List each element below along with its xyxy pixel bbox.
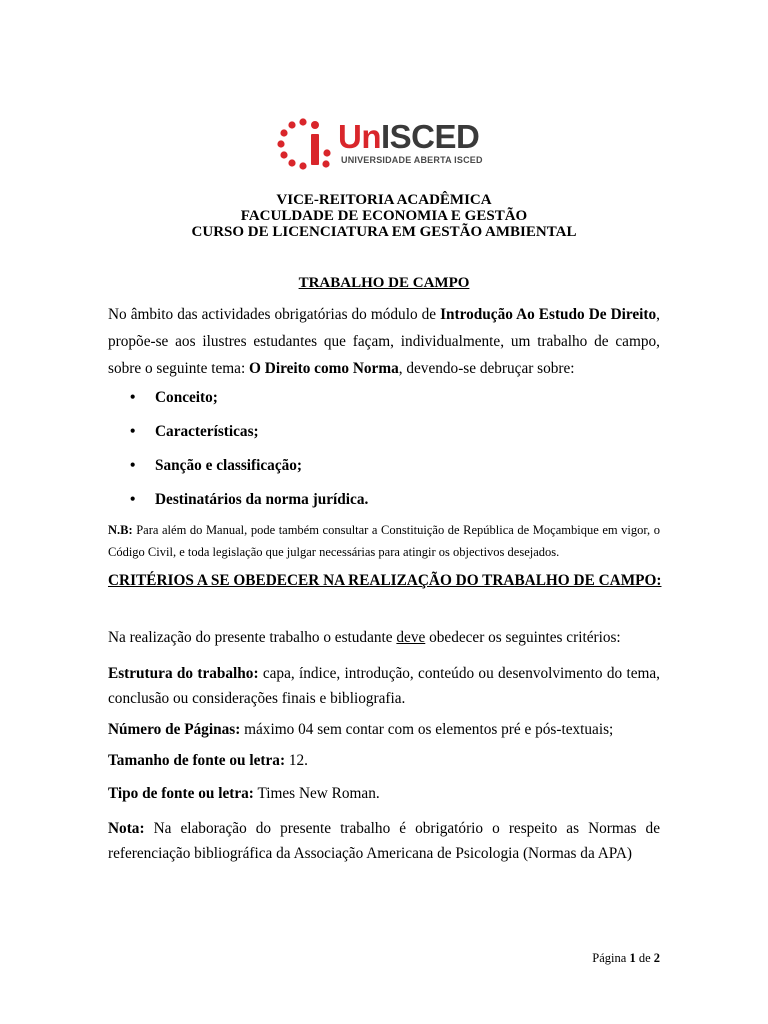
list-item: • Sanção e classificação; xyxy=(130,456,630,490)
theme-name: O Direito como Norma xyxy=(249,360,399,377)
nb-note: N.B: Para além do Manual, pode também consultar a Constituição de República de Moçambique em vigor, o Código Civil, e toda legislação que julgar necessárias para atingir os objectivos desejados. xyxy=(108,523,660,559)
list-item: • Destinatários da norma jurídica. xyxy=(130,490,630,524)
logo-wordmark: UnISCED xyxy=(338,118,480,155)
font-type-criterion: Tipo de fonte ou letra: Times New Roman. xyxy=(108,785,380,802)
nota-paragraph: Nota: Na elaboração do presente trabalho é obrigatório o respeito as Normas de referenciação bibliográfica da Associação Americana de Psicologia (Normas da APA) xyxy=(108,820,660,862)
logo-tagline: UNIVERSIDADE ABERTA ISCED xyxy=(341,155,483,165)
list-item: • Conceito; xyxy=(130,388,630,422)
structure-criterion: Estrutura do trabalho: capa, índice, introdução, conteúdo ou desenvolvimento do tema, conclusão ou considerações finais e bibliografia. xyxy=(108,665,660,707)
header-line-2: FACULDADE DE ECONOMIA E GESTÃO xyxy=(240,208,528,224)
intro-paragraph: No âmbito das actividades obrigatórias do módulo de Introdução Ao Estudo De Direito, propõe-se aos ilustres estudantes que façam, individualmente, um trabalho de campo, sobre o seguinte tema: O Direito como Norma, devendo-se debruçar sobre: xyxy=(108,306,660,377)
list-item: • Características; xyxy=(130,422,630,456)
header-line-1: VICE-REITORIA ACADÊMICA xyxy=(276,192,492,208)
unisced-logo xyxy=(277,115,493,175)
font-size-criterion: Tamanho de fonte ou letra: 12. xyxy=(108,752,309,769)
topics-list xyxy=(130,388,630,524)
nb-label: N.B: xyxy=(108,523,133,537)
page-number: Página 1 de 2 xyxy=(592,951,660,965)
module-name: Introdução Ao Estudo De Direito xyxy=(440,306,657,323)
document-title: TRABALHO DE CAMPO xyxy=(298,275,470,291)
header-line-3: CURSO DE LICENCIATURA EM GESTÃO AMBIENTAL xyxy=(191,224,577,240)
criteria-lead: Na realização do presente trabalho o estudante deve obedecer os seguintes critérios: xyxy=(108,629,621,646)
institution-header xyxy=(0,192,768,240)
pages-criterion: Número de Páginas: máximo 04 sem contar com os elementos pré e pós-textuais; xyxy=(108,721,614,738)
dots-logo-icon xyxy=(277,115,337,175)
criteria-heading: CRITÉRIOS A SE OBEDECER NA REALIZAÇÃO DO TRABALHO DE CAMPO: xyxy=(108,572,662,589)
